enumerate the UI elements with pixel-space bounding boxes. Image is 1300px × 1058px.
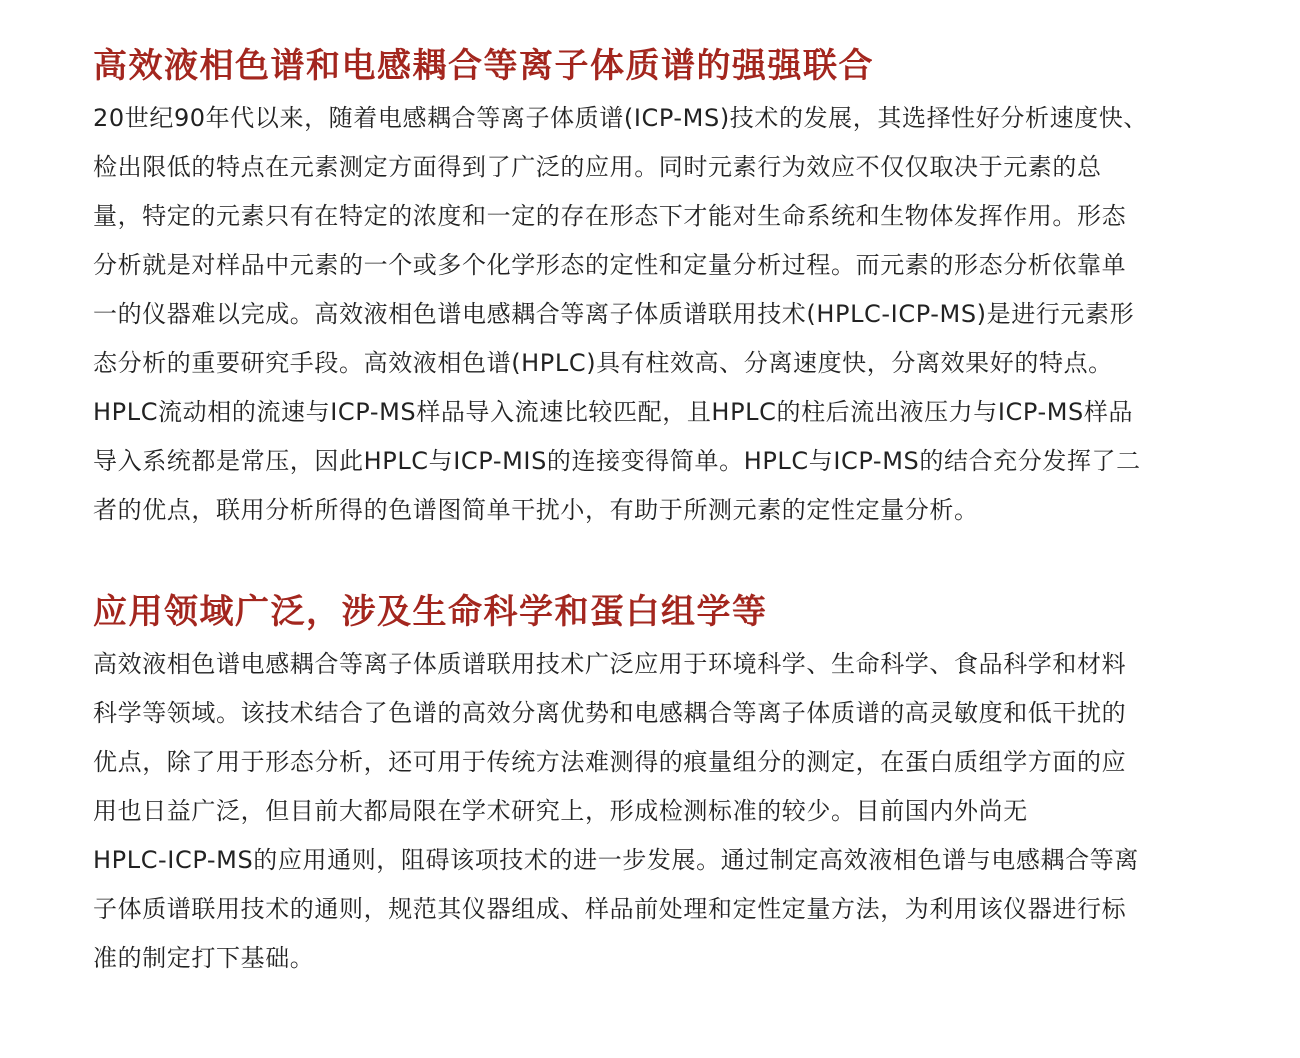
body-line: HPLC-ICP-MS的应用通则，阻碍该项技术的进一步发展。通过制定高效液相色谱与电感耦合等离 <box>93 846 1139 874</box>
body-line: 优点，除了用于形态分析，还可用于传统方法难测得的痕量组分的测定，在蛋白质组学方面的应 <box>93 748 1127 776</box>
section-body <box>93 640 1253 983</box>
body-line: 量，特定的元素只有在特定的浓度和一定的存在形态下才能对生命系统和生物体发挥作用。形态 <box>93 202 1127 230</box>
body-line: 分析就是对样品中元素的一个或多个化学形态的定性和定量分析过程。而元素的形态分析依靠单 <box>93 251 1127 279</box>
body-line: 态分析的重要研究手段。高效液相色谱(HPLC)具有柱效高、分离速度快，分离效果好的特点。 <box>93 349 1113 377</box>
body-line: HPLC流动相的流速与ICP-MS样品导入流速比较匹配，且HPLC的柱后流出液压力与ICP-MS样品 <box>93 398 1134 426</box>
body-line: 准的制定打下基础。 <box>93 944 315 972</box>
body-line: 用也日益广泛，但目前大都局限在学术研究上，形成检测标准的较少。目前国内外尚无 <box>93 797 1028 825</box>
body-line: 子体质谱联用技术的通则，规范其仪器组成、样品前处理和定性定量方法，为利用该仪器进行标 <box>93 895 1127 923</box>
body-line: 20世纪90年代以来，随着电感耦合等离子体质谱(ICP-MS)技术的发展，其选择性好分析速度快、 <box>93 104 1148 132</box>
body-line: 导入系统都是常压，因此HPLC与ICP-MIS的连接变得简单。HPLC与ICP-MS的结合充分发挥了二 <box>93 447 1141 475</box>
body-line: 科学等领域。该技术结合了色谱的高效分离优势和电感耦合等离子体质谱的高灵敏度和低干扰的 <box>93 699 1127 727</box>
section-body <box>93 94 1253 535</box>
section-heading: 应用领域广泛，涉及生命科学和蛋白组学等 <box>93 592 768 632</box>
body-line: 一的仪器难以完成。高效液相色谱电感耦合等离子体质谱联用技术(HPLC-ICP-MS)是进行元素形 <box>93 300 1135 328</box>
body-line: 高效液相色谱电感耦合等离子体质谱联用技术广泛应用于环境科学、生命科学、食品科学和材料 <box>93 650 1127 678</box>
body-line: 检出限低的特点在元素测定方面得到了广泛的应用。同时元素行为效应不仅仅取决于元素的总 <box>93 153 1102 181</box>
body-line: 者的优点，联用分析所得的色谱图简单干扰小，有助于所测元素的定性定量分析。 <box>93 496 979 524</box>
section-heading: 高效液相色谱和电感耦合等离子体质谱的强强联合 <box>93 46 874 86</box>
